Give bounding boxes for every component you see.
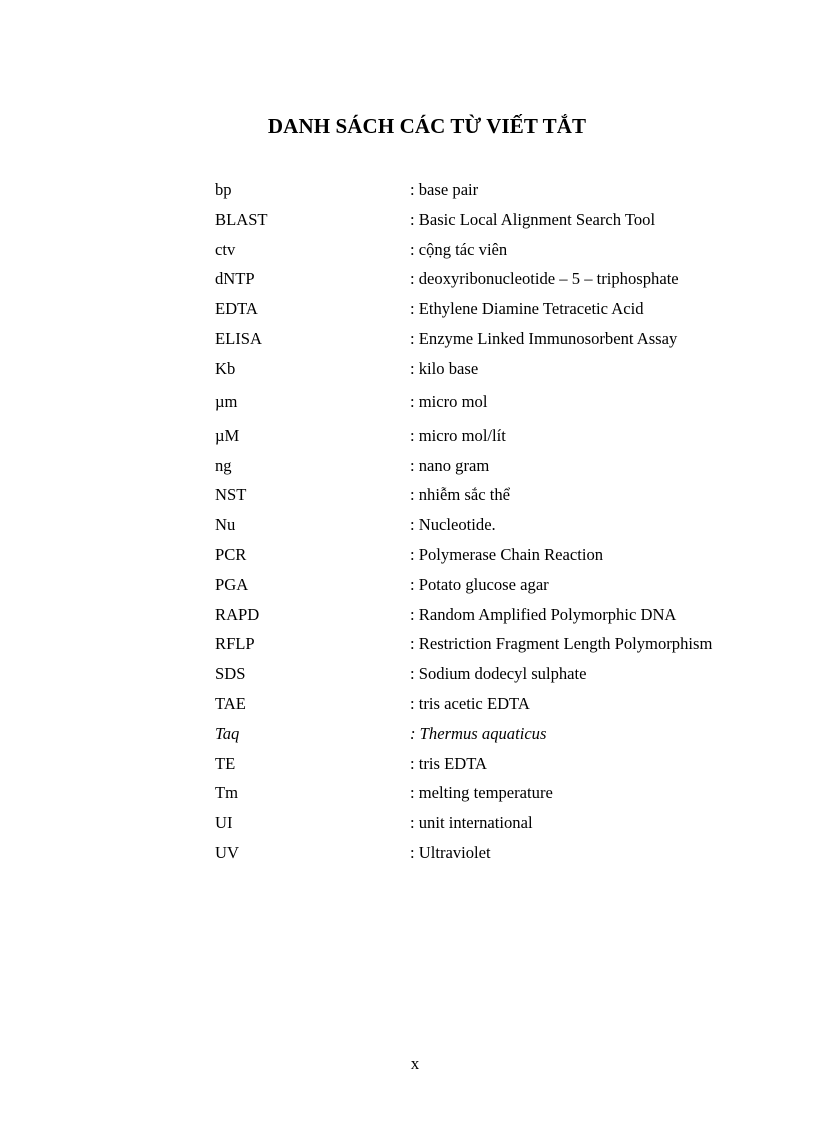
abbreviation-definition: : nhiễm sắc thể (410, 485, 510, 505)
abbreviation-term: TE (215, 753, 236, 773)
abbreviation-row (215, 694, 805, 724)
abbreviation-definition: : Basic Local Alignment Search Tool (410, 209, 656, 229)
abbreviation-term: Taq (215, 723, 240, 743)
abbreviation-row (215, 299, 805, 329)
abbreviation-term: PCR (215, 544, 247, 564)
abbreviation-row (215, 605, 805, 635)
abbreviation-term: EDTA (215, 299, 258, 319)
abbreviation-row (215, 754, 805, 784)
abbreviation-term: UI (215, 813, 233, 833)
abbreviation-term: ELISA (215, 328, 263, 348)
abbreviation-row (215, 724, 805, 754)
abbreviation-term: TAE (215, 693, 246, 713)
abbreviation-term: ctv (215, 239, 236, 259)
abbreviation-definition: : Nucleotide. (410, 515, 496, 535)
abbreviation-row (215, 329, 805, 359)
abbreviation-row (215, 180, 805, 210)
abbreviation-term: Nu (215, 515, 236, 535)
abbreviation-row (215, 813, 805, 843)
abbreviation-row (215, 664, 805, 694)
abbreviation-definition: : Enzyme Linked Immunosorbent Assay (410, 328, 678, 348)
abbreviation-term: bp (215, 180, 232, 199)
abbreviation-row (215, 456, 805, 486)
abbreviation-definition: : Sodium dodecyl sulphate (410, 664, 587, 684)
abbreviation-term: µm (215, 392, 238, 412)
abbreviation-definition: : tris acetic EDTA (410, 693, 530, 713)
abbreviation-term: UV (215, 842, 239, 862)
abbreviation-term: RFLP (215, 634, 255, 654)
abbreviation-term: PGA (215, 574, 249, 594)
abbreviation-row (215, 545, 805, 575)
abbreviation-definition: : tris EDTA (410, 753, 488, 773)
abbreviation-term: BLAST (215, 209, 268, 229)
abbreviation-definition: : Random Amplified Polymorphic DNA (410, 604, 677, 624)
abbreviation-row (215, 269, 805, 299)
abbreviation-row (215, 392, 805, 426)
abbreviation-term: SDS (215, 664, 246, 684)
abbreviation-definition: : cộng tác viên (410, 239, 508, 259)
abbreviation-definition: : kilo base (410, 358, 479, 378)
abbreviation-row (215, 240, 805, 270)
page-title: DANH SÁCH CÁC TỪ VIẾT TẮT (267, 114, 587, 138)
abbreviation-definition: : Ethylene Diamine Tetracetic Acid (410, 299, 644, 319)
abbreviation-row (215, 359, 805, 393)
abbreviation-row (215, 210, 805, 240)
abbreviation-definition: : micro mol/lít (410, 425, 506, 445)
abbreviation-definition: : nano gram (410, 455, 490, 475)
abbreviation-term: µM (215, 425, 240, 445)
abbreviation-row (215, 783, 805, 813)
abbreviation-definition: : melting temperature (410, 783, 553, 803)
page-number: x (410, 1054, 420, 1073)
abbreviation-definition: : deoxyribonucleotide – 5 – triphosphate (410, 269, 679, 289)
abbreviation-term: Kb (215, 358, 236, 378)
abbreviation-row (215, 515, 805, 545)
abbreviation-definition: : Restriction Fragment Length Polymorphism (410, 634, 713, 654)
abbreviation-term: ng (215, 455, 232, 475)
abbreviation-row (215, 575, 805, 605)
abbreviation-row (215, 843, 805, 873)
abbreviation-definition: : Polymerase Chain Reaction (410, 544, 604, 564)
abbreviation-term: NST (215, 485, 247, 505)
abbreviation-definition: : base pair (410, 180, 479, 199)
abbreviation-definition: : Thermus aquaticus (410, 723, 547, 743)
abbreviation-definition: : unit international (410, 813, 533, 833)
abbreviation-term: dNTP (215, 269, 255, 289)
abbreviation-row (215, 485, 805, 515)
abbreviation-row (215, 426, 805, 456)
abbreviation-definition: : Potato glucose agar (410, 574, 549, 594)
abbreviation-term: Tm (215, 783, 239, 803)
abbreviation-row (215, 634, 805, 664)
abbreviation-term: RAPD (215, 604, 260, 624)
abbreviation-definition: : micro mol (410, 392, 488, 412)
abbreviation-definition: : Ultraviolet (410, 842, 491, 862)
abbreviation-list (215, 180, 805, 873)
